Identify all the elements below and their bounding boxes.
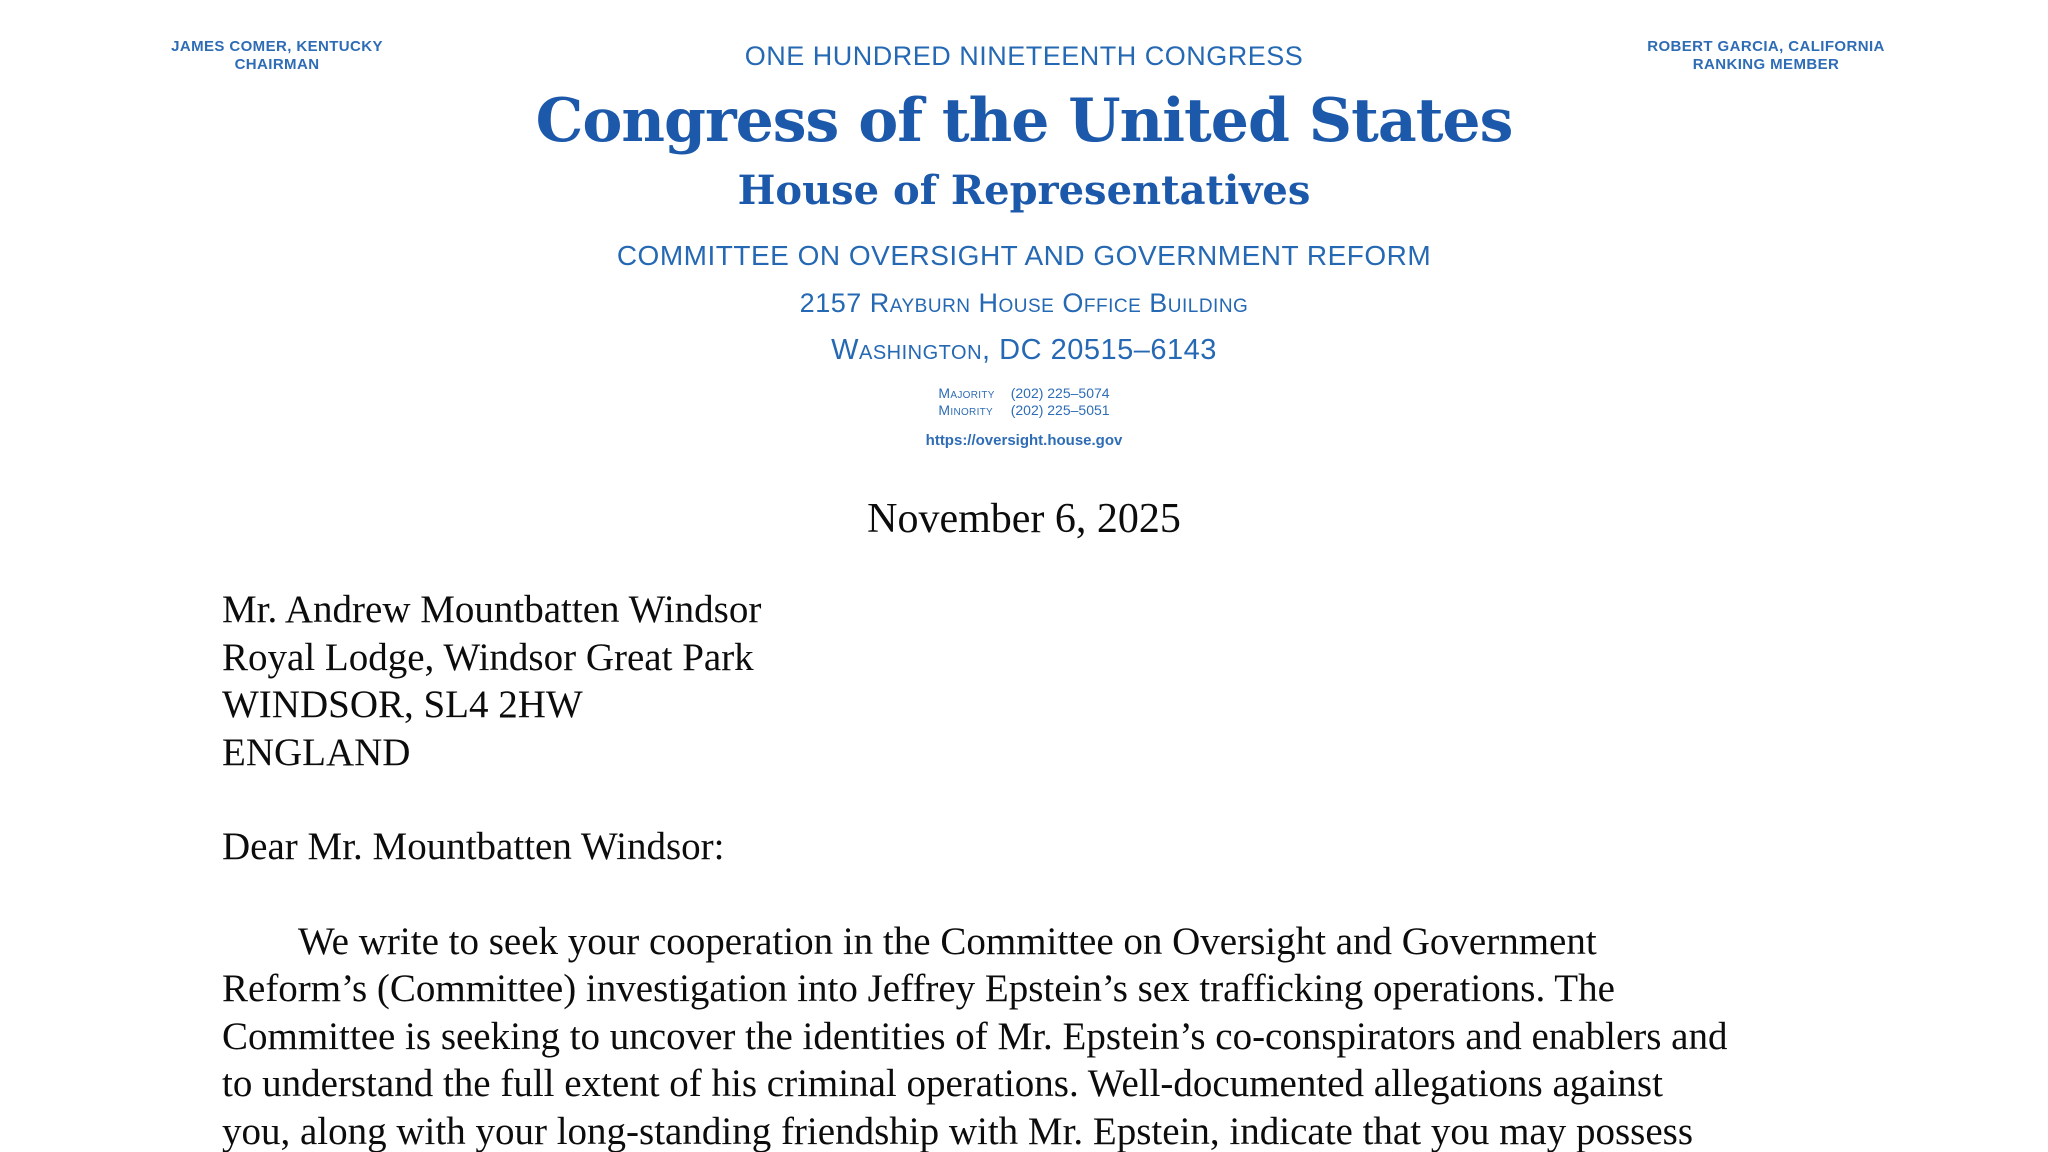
body-paragraph <box>222 918 1848 1152</box>
ranking-member-name: ROBERT GARCIA, CALIFORNIA <box>1647 38 1885 55</box>
chairman-block <box>117 38 437 74</box>
body-line: to understand the full extent of his criminal operations. Well-documented allegations against <box>222 1062 1663 1105</box>
recipient-address-block <box>222 586 1848 776</box>
letter-content <box>222 586 1848 1152</box>
body-line: Committee is seeking to uncover the identities of Mr. Epstein’s co-conspirators and enablers and <box>222 1014 1728 1058</box>
majority-phone: (202) 225–5074 <box>1010 385 1110 401</box>
chairman-name: JAMES COMER, KENTUCKY <box>171 38 383 55</box>
recipient-address-line2: WINDSOR, SL4 2HW <box>222 683 583 726</box>
majority-label: Majority <box>938 385 995 401</box>
body-line: you, along with your long-standing friendship with Mr. Epstein, indicate that you may possess <box>222 1109 1693 1152</box>
committee-address-city: Washington, DC 20515–6143 <box>831 334 1217 366</box>
minority-phone: (202) 225–5051 <box>1010 402 1110 418</box>
recipient-address-line3: ENGLAND <box>222 730 411 774</box>
ranking-member-role: RANKING MEMBER <box>1692 56 1840 73</box>
letterhead-subtitle: House of Representatives <box>737 167 1311 214</box>
minority-label: Minority <box>938 402 994 418</box>
phone-block <box>938 386 1109 418</box>
committee-address-building: 2157 Rayburn House Office Building <box>799 288 1249 318</box>
recipient-address-line1: Royal Lodge, Windsor Great Park <box>222 635 754 679</box>
body-line: Reform’s (Committee) investigation into Jeffrey Epstein’s sex trafficking operations. The <box>222 967 1615 1010</box>
recipient-name: Mr. Andrew Mountbatten Windsor <box>222 588 762 631</box>
letterhead <box>0 0 2048 542</box>
congress-session-line: ONE HUNDRED NINETEENTH CONGRESS <box>744 41 1304 71</box>
letterhead-title: Congress of the United States <box>535 86 1513 156</box>
salutation: Dear Mr. Mountbatten Windsor: <box>222 825 725 868</box>
ranking-member-block <box>1586 38 1946 74</box>
chairman-role: CHAIRMAN <box>234 56 320 73</box>
body-line: We write to seek your cooperation in the Committee on Oversight and Government <box>298 919 1597 963</box>
letter-date: November 6, 2025 <box>867 496 1181 542</box>
committee-name: COMMITTEE ON OVERSIGHT AND GOVERNMENT REFORM <box>616 240 1432 271</box>
committee-website: https://oversight.house.gov <box>925 432 1123 449</box>
